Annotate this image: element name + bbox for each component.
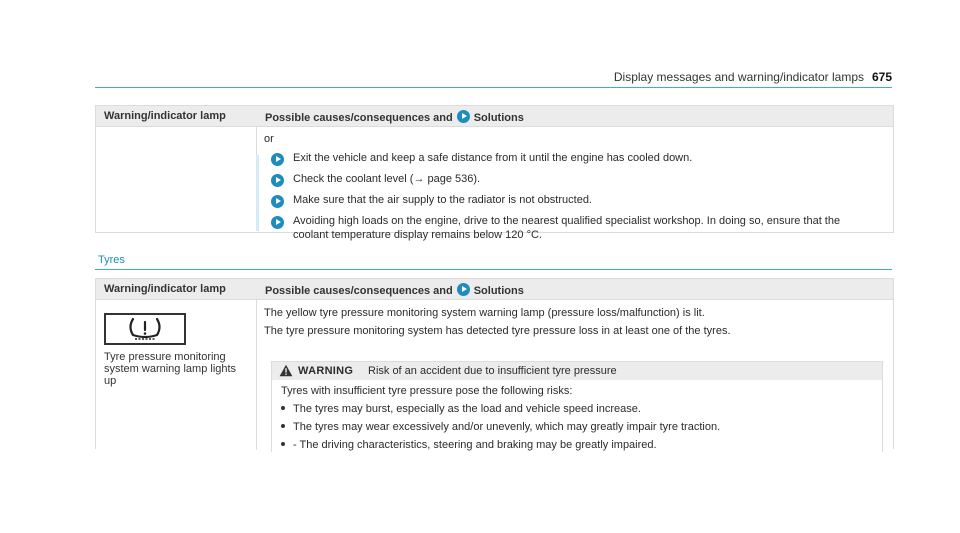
- section-heading: [95, 254, 892, 270]
- tyre-pressure-warning-icon: [104, 313, 186, 345]
- col-header-solutions: [265, 110, 524, 124]
- step-item: [271, 214, 881, 242]
- col-header-solutions: [265, 283, 524, 297]
- page-number: 675: [871, 70, 892, 84]
- risk-text: The tyres may burst, especially as the load and vehicle speed increase.: [293, 403, 641, 415]
- step-accent-bar: [256, 155, 259, 231]
- step-item: [271, 151, 881, 165]
- tyres-table: [95, 278, 894, 449]
- risk-item: [281, 421, 720, 433]
- risk-item: [281, 439, 657, 451]
- step-text: Make sure that the air supply to the radiator is not obstructed.: [293, 194, 592, 206]
- step-text-continued: coolant temperature display remains below 120 °C.: [293, 229, 542, 241]
- col-header-lamp: Warning/indicator lamp: [104, 283, 226, 295]
- coolant-table: [95, 105, 894, 241]
- warning-intro: Tyres with insufficient tyre pressure pose the following risks:: [281, 385, 573, 397]
- section-title: Tyres: [98, 254, 125, 266]
- lamp-description-line: up: [104, 375, 117, 387]
- header-title: Display messages and warning/indicator lamps: [613, 70, 864, 84]
- col-header-solutions-label: Possible causes/consequences and: [265, 285, 453, 297]
- table-header: [96, 106, 893, 127]
- step-item: [271, 172, 881, 186]
- header-rule: [95, 87, 892, 88]
- running-header: [95, 70, 892, 88]
- step-text: Avoiding high loads on the engine, drive to the nearest qualified specialist workshop. In doing so, ensure that the: [293, 215, 841, 227]
- warning-label: WARNING: [298, 365, 354, 377]
- col-header-solutions-suffix: Solutions: [473, 112, 524, 124]
- step-text[interactable]: Check the coolant level (→ page 536).: [293, 173, 481, 185]
- play-arrow-icon: [457, 110, 470, 123]
- risk-item: [281, 403, 641, 415]
- col-header-solutions-suffix: Solutions: [473, 285, 524, 297]
- table-header: [96, 279, 893, 300]
- col-header-solutions-label: Possible causes/consequences and: [265, 112, 453, 124]
- bullet-dot-icon: [281, 442, 285, 446]
- step-item: [271, 193, 881, 207]
- play-arrow-icon: [271, 174, 284, 189]
- section-rule: [95, 269, 892, 270]
- table-body: [96, 127, 893, 241]
- warning-box: [271, 361, 883, 452]
- risk-text: - The driving characteristics, steering and braking may be greatly impaired.: [293, 439, 657, 451]
- lamp-description: [104, 351, 254, 387]
- lamp-description-line: Tyre pressure monitoring: [104, 351, 226, 363]
- or-text: or: [264, 133, 274, 145]
- risk-text: The tyres may wear excessively and/or unevenly, which may greatly impair tyre traction.: [293, 421, 721, 433]
- play-arrow-icon: [271, 195, 284, 210]
- play-arrow-icon: [271, 153, 284, 168]
- step-text: Exit the vehicle and keep a safe distance from it until the engine has cooled down.: [293, 152, 693, 164]
- lamp-description-line: system warning lamp lights: [104, 363, 237, 375]
- bullet-dot-icon: [281, 406, 285, 410]
- warning-triangle-icon: [279, 364, 293, 380]
- play-arrow-icon: [457, 283, 470, 296]
- cause-text: The tyre pressure monitoring system has detected tyre pressure loss in at least one of the tyres.: [264, 325, 731, 337]
- warning-header: [272, 362, 882, 380]
- col-header-lamp: Warning/indicator lamp: [104, 110, 226, 122]
- column-divider: [256, 300, 257, 450]
- bullet-dot-icon: [281, 424, 285, 428]
- cause-text: The yellow tyre pressure monitoring system warning lamp (pressure loss/malfunction) is lit.: [264, 307, 705, 319]
- warning-title: Risk of an accident due to insufficient tyre pressure: [368, 365, 617, 377]
- table-body: [96, 300, 893, 450]
- play-arrow-icon: [271, 216, 284, 231]
